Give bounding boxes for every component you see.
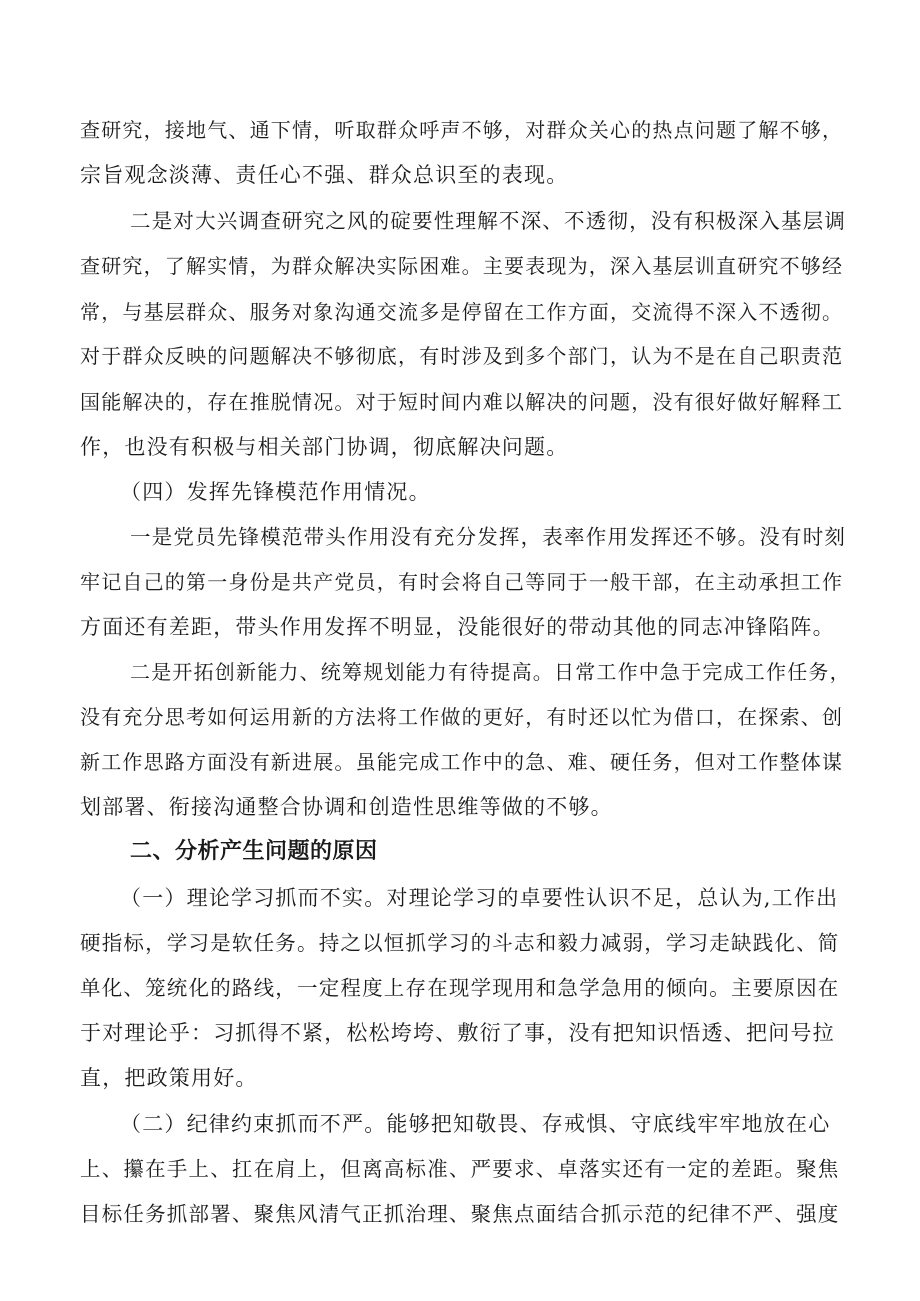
paragraph-line: 目标任务抓部署、聚焦风清气正抓治理、聚焦点面结合抓示范的纪律不严、强度 — [80, 1202, 840, 1226]
section-heading: 二、分析产生问题的原因 — [130, 839, 378, 864]
paragraph-line: 单化、笼统化的路线，一定程度上存在现学现用和急学急用的倾向。主要原因在 — [80, 976, 840, 1000]
paragraph-line: 二是开拓创新能力、统筹规划能力有待提高。日常工作中急于完成工作任务， — [130, 660, 851, 684]
paragraph-line: 新工作思路方面没有新进展。虽能完成工作中的急、难、硬任务，但对工作整体谋 — [80, 750, 844, 774]
paragraph-line: 对于群众反映的问题解决不够彻底，有时涉及到多个部门，认为不是在自己职责范 — [80, 344, 844, 368]
paragraph-line: 查研究，接地气、通下情，听取群众呼声不够，对群众关心的热点问题了解不够， — [80, 118, 844, 142]
paragraph-line: 国能解决的，存在推脱情况。对于短时间内难以解决的问题，没有很好做好解释工 — [80, 390, 844, 414]
paragraph-line: 硬指标，学习是软任务。持之以恒抓学习的斗志和毅力减弱，学习走缺践化、简 — [80, 931, 840, 955]
paragraph-line: （一）理论学习抓而不实。对理论学习的卓要性认识不足，总认为,工作出 — [120, 886, 839, 910]
paragraph-line: 二是对大兴调查研究之风的碇要性理解不深、不透彻，没有积极深入基层调 — [130, 209, 847, 233]
paragraph-line: 一是党员先锋模范带头作用没有充分发挥，表率作用发挥还不够。没有时刻 — [130, 525, 847, 549]
paragraph-line: 直，把政策用好。 — [80, 1066, 258, 1090]
paragraph-line: 没有充分思考如何运用新的方法将工作做的更好，有时还以忙为借口，在探索、创 — [80, 705, 844, 729]
section-subheading: （四）发挥先锋模范作用情况。 — [120, 480, 431, 504]
paragraph-line: 作，也没有积极与相关部门协调，彻底解决问题。 — [80, 435, 569, 459]
paragraph-line: 于对理论乎：习抓得不紧，松松垮垮、敷衍了事，没有把知识悟透、把问号拉 — [80, 1021, 835, 1045]
paragraph-line: 牢记自己的第一身份是共产党员，有时会将自己等同于一般干部，在主动承担工作 — [80, 570, 844, 594]
paragraph-line: 查研究，了解实情，为群众解决实际困难。主要表现为，深入基层训直研究不够经 — [80, 254, 844, 278]
paragraph-line: 方面还有差距，带头作用发挥不明显，没能很好的带动其他的同志冲锋陷阵。 — [80, 615, 835, 639]
paragraph-line: 划部署、衔接沟通整合协调和创造性思维等做的不够。 — [80, 795, 613, 819]
paragraph-line: 上、攥在手上、扛在肩上，但离高标准、严要求、卓落实还有一定的差距。聚焦 — [80, 1157, 840, 1181]
paragraph-line: 宗旨观念淡薄、责任心不强、群众总识至的表现。 — [80, 163, 569, 187]
paragraph-line: （二）纪律约束抓而不严。能够把知敬畏、存戒惧、守底线牢牢地放在心 — [120, 1112, 831, 1136]
paragraph-line: 常，与基层群众、服务对象沟通交流多是停留在工作方面，交流得不深入不透彻。 — [80, 300, 844, 324]
